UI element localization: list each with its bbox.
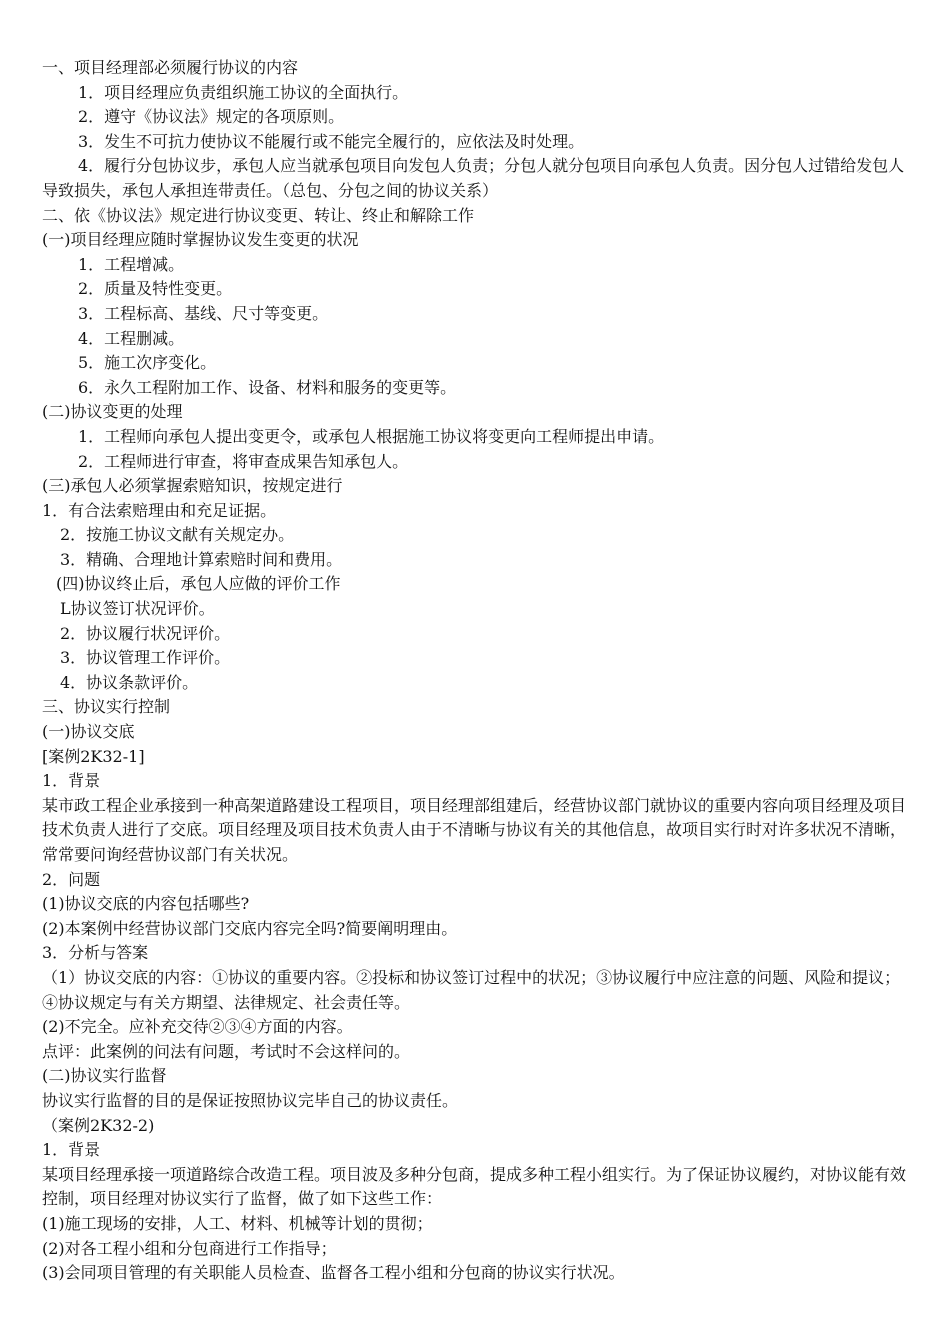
list-item: 2．质量及特性变更。: [78, 279, 233, 299]
case-heading: 1．背景: [42, 1140, 101, 1160]
subheading: (二)协议变更的处理: [42, 402, 183, 422]
case-label: （案例2K32-2): [42, 1115, 155, 1135]
heading-section-2: 二、依《协议法》规定进行协议变更、转让、终止和解除工作: [42, 205, 475, 225]
paragraph: 某市政工程企业承接到一种高架道路建设工程项目，项目经理部组建后，经营协议部门就协议的重要内容向项目经理及项目技术负责人进行了交底。项目经理及项目技术负责人由于不清晰与协议有关的其他信息，故项目实行时对许多状况不清晰，常常要问询经营协议部门有关状况。: [42, 795, 907, 864]
paragraph: 4．履行分包协议步，承包人应当就承包项目向发包人负责；分包人就分包项目向承包人负责。因分包人过错给发包人导致损失，承包人承担连带责任。（总包、分包之间的协议关系）: [42, 156, 905, 200]
list-item: (1)施工现场的安排，人工、材料、机械等计划的贯彻；: [42, 1213, 433, 1233]
subheading: (一)协议交底: [42, 722, 135, 742]
case-heading: 1．背景: [42, 771, 101, 791]
case-label: [案例2K32-1]: [42, 746, 145, 766]
subheading: (一)项目经理应随时掌握协议发生变更的状况: [42, 230, 359, 250]
list-item: 2．工程师进行审查，将审查成果告知承包人。: [78, 451, 409, 471]
heading-section-1: 一、项目经理部必须履行协议的内容: [42, 58, 299, 77]
list-item: 1．工程增减。: [78, 254, 185, 274]
paragraph: 协议实行监督的目的是保证按照协议完毕自己的协议责任。: [42, 1090, 459, 1110]
question: (2)本案例中经营协议部门交底内容完全吗?简要阐明理由。: [42, 918, 458, 938]
list-item: 2．按施工协议文献有关规定办。: [60, 525, 295, 545]
list-item: 6．永久工程附加工作、设备、材料和服务的变更等。: [78, 377, 457, 397]
list-item: 3．工程标高、基线、尺寸等变更。: [78, 303, 329, 323]
list-item: 3．协议管理工作评价。: [60, 648, 231, 668]
list-item: 5．施工次序变化。: [78, 353, 217, 373]
list-item: 4．工程删减。: [78, 328, 185, 348]
case-heading: 3．分析与答案: [42, 943, 149, 963]
list-item: 1．项目经理应负责组织施工协议的全面执行。: [78, 82, 409, 102]
comment: 点评：此案例的问法有问题，考试时不会这样问的。: [42, 1041, 411, 1061]
list-item: 1．有合法索赔理由和充足证据。: [42, 500, 277, 520]
subheading: (三)承包人必须掌握索赔知识，按规定进行: [42, 476, 343, 496]
list-item: 2．遵守《协议法》规定的各项原则。: [78, 107, 345, 127]
list-item: 3．发生不可抗力使协议不能履行或不能完全履行的，应依法及时处理。: [78, 131, 585, 151]
list-item: L协议签订状况评价。: [60, 599, 215, 619]
list-item: 4．协议条款评价。: [60, 672, 199, 692]
list-item: (2)对各工程小组和分包商进行工作指导；: [42, 1238, 337, 1258]
list-item: (3)会同项目管理的有关职能人员检查、监督各工程小组和分包商的协议实行状况。: [42, 1263, 625, 1283]
paragraph: 某项目经理承接一项道路综合改造工程。项目波及多种分包商，提成多种工程小组实行。为了保证协议履约，对协议能有效控制，项目经理对协议实行了监督，做了如下这些工作：: [42, 1164, 907, 1209]
subheading: (四)协议终止后，承包人应做的评价工作: [56, 574, 341, 594]
question: (1)协议交底的内容包括哪些?: [42, 894, 250, 914]
subheading: (二)协议实行监督: [42, 1066, 167, 1086]
list-item: 2．协议履行状况评价。: [60, 623, 231, 643]
answer: (2)不完全。应补充交待②③④方面的内容。: [42, 1017, 353, 1037]
heading-section-3: 三、协议实行控制: [42, 697, 171, 717]
case-heading: 2．问题: [42, 869, 101, 889]
list-item: 3．精确、合理地计算索赔时间和费用。: [60, 549, 343, 569]
answer: （1）协议交底的内容：①协议的重要内容。②投标和协议签订过程中的状况；③协议履行中应注意的问题、风险和提议；④协议规定与有关方期望、法律规定、社会责任等。: [42, 967, 901, 1012]
list-item: 1．工程师向承包人提出变更令，或承包人根据施工协议将变更向工程师提出申请。: [78, 426, 665, 446]
